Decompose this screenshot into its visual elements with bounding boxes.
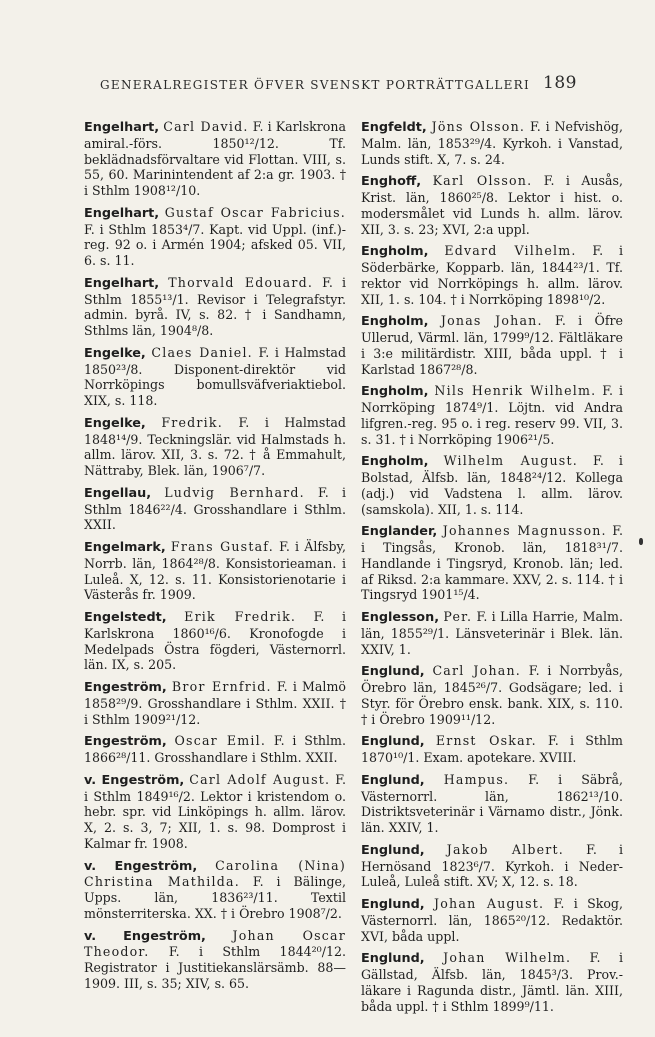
- running-header: [96, 74, 577, 96]
- entry-surname: v. Engeström,: [84, 928, 206, 944]
- left-column: [84, 119, 346, 998]
- entry-surname: Engholm,: [361, 384, 429, 400]
- entry-text: F. i Tingsås, Kronob. län, 1818³¹/7. Handlande i Tingsryd, Kronob. län; led. af Riksd. 2:a kammare. XXV, 2. s. 114. † i Tingsryd 1901¹⁵/4.: [361, 523, 623, 603]
- entry-surname: Englesson,: [361, 610, 440, 625]
- entry-given-names: Ernst Oskar.: [435, 733, 537, 749]
- entry-surname: Engelhart,: [84, 120, 160, 135]
- entry-surname: v. Engeström,: [84, 858, 198, 874]
- entry-text: F. i Söderbärke, Kopparb. län, 1844²³/1. Tf. rektor vid Norrköpings h. allm. lärov. XII, 1. s. 104. † i Norrköping 1898¹⁰/2.: [361, 243, 623, 307]
- register-entry: [84, 539, 346, 603]
- entry-surname: Engeström,: [84, 734, 167, 750]
- entry-given-names: Jonas Johan.: [440, 313, 543, 329]
- register-entry: [84, 485, 346, 533]
- entry-given-names: Johan Wilhelm.: [443, 950, 572, 966]
- entry-surname: Engfeldt,: [361, 120, 427, 135]
- entry-text: F. i Norrköping 1874⁹/1. Löjtn. vid Andra lifgren.-reg. 95 o. i reg. reserv 99. VII, 3. s. 31. † i Norrköping 1906²¹/5.: [361, 383, 623, 447]
- entry-surname: Engelstedt,: [84, 610, 167, 625]
- entry-text: F. i Bälinge, Upps. län, 1836²³/11. Textil mönsterriterska. XX. † i Örebro 1908⁷/2.: [84, 874, 346, 921]
- entry-given-names: Carolina (Nina) Christina Mathilda.: [84, 857, 346, 890]
- entry-surname: Engelke,: [84, 415, 146, 431]
- entry-surname: Engelmark,: [84, 540, 166, 555]
- register-entry: [361, 313, 623, 377]
- entry-given-names: Frans Gustaf.: [170, 539, 274, 554]
- register-entry: [84, 928, 346, 992]
- entry-text: F. i Sthlm 1844²⁰/12. Registrator i Justitiekanslärsämb. 88—1909. III, s. 35; XIV, s. 65.: [84, 944, 346, 991]
- register-entry: [84, 609, 346, 673]
- register-entry: [84, 415, 346, 479]
- entry-surname: Englund,: [361, 951, 425, 967]
- entry-text: F. i Älfsby, Norrb. län, 1864²⁸/8. Konsistorieaman. i Luleå. X, 12. s. 11. Konsistorienotarie i Västerås fr. 1909.: [84, 539, 346, 603]
- entry-text: F. i Halmstad 1848¹⁴/9. Teckningslär. vid Halmstads h. allm. lärov. XII, 3. s. 72. † å Emmahult, Nättraby, Blek. län, 1906⁷/7.: [84, 414, 346, 478]
- entry-surname: Engellau,: [84, 485, 152, 501]
- entry-given-names: Carl Adolf August.: [189, 771, 331, 787]
- entry-surname: Englund,: [361, 842, 425, 858]
- register-entry: [84, 345, 346, 409]
- entry-surname: Englander,: [361, 524, 438, 540]
- register-entry: [361, 842, 623, 890]
- entry-text: F. i Öfre Ullerud, Värml. län, 1799⁹/12. Fältläkare i 3:e militärdistr. XIII, båda uppl. † i Karlstad 1867²⁸/8.: [361, 313, 623, 377]
- entry-text: F. i Sthlm 1855¹³/1. Revisor i Telegrafstyr. admin. byrå. IV, s. 82. † i Sandhamn, Sthlms län, 1904⁸/8.: [84, 274, 346, 338]
- register-entry: [84, 679, 346, 727]
- ink-speck: [639, 538, 643, 545]
- entry-given-names: Karl Olsson.: [432, 173, 533, 189]
- entry-text: F. i Karlskrona amiral.-förs. 1850¹²/12. Tf. beklädnadsförvaltare vid Flottan. VIII, s. 55, 60. Marinintendent af 2:a gr. 1903. † i Sthlm 1908¹²/10.: [84, 119, 347, 198]
- entry-given-names: Jakob Albert.: [446, 841, 564, 857]
- register-entry: [84, 205, 346, 269]
- entry-given-names: Fredrik.: [161, 414, 223, 430]
- entry-text: F. i Malmö 1858²⁹/9. Grosshandlare i Sthlm. XXII. † i Sthlm 1909²¹/12.: [84, 679, 346, 727]
- entry-text: F. i Karlskrona 1860¹⁶/6. Kronofogde i Medelpads Östra fögderi, Västernorrl. län. IX, s. 205.: [84, 609, 346, 673]
- register-entry: [361, 609, 623, 657]
- right-column: [361, 119, 623, 1020]
- entry-given-names: Jöns Olsson.: [431, 119, 526, 134]
- entry-surname: Englund,: [361, 664, 425, 680]
- entry-text: F. i Hernösand 1823⁶/7. Kyrkoh. i Neder-Luleå, Luleå stift. XV; X, 12. s. 18.: [361, 841, 623, 890]
- entry-text: F. i Lilla Harrie, Malm. län, 1855²⁹/1. Länsveterinär i Blek. län. XXIV, 1.: [361, 609, 623, 657]
- register-entry: [84, 119, 346, 199]
- entry-given-names: Oscar Emil.: [174, 733, 267, 749]
- register-entry: [361, 896, 623, 944]
- running-title: GENERALREGISTER ÖFVER SVENSKT PORTRÄTTGALLERI: [100, 78, 531, 92]
- entry-given-names: Johannes Magnusson.: [442, 523, 607, 539]
- page-number: 189: [543, 73, 577, 93]
- register-entry: [361, 663, 623, 727]
- entry-surname: Engholm,: [361, 244, 429, 260]
- entry-given-names: Claes Daniel.: [151, 344, 253, 360]
- entry-given-names: Erik Fredrik.: [184, 609, 297, 624]
- entry-text: F. i Gällstad, Älfsb. län, 1845³/3. Prov.-läkare i Ragunda distr., Jämtl. län. XIII, båda uppl. † i Sthlm 1899⁹/11.: [361, 950, 623, 1014]
- entry-given-names: Bror Ernfrid.: [171, 679, 272, 694]
- entry-text: F. i Bolstad, Älfsb. län, 1848²⁴/12. Kollega (adj.) vid Vadstena l. allm. lärov. (samskola). XII, 1. s. 114.: [361, 453, 623, 517]
- entry-text: F. i Sthlm 1846²²/4. Grosshandlare i Sthlm. XXII.: [84, 484, 346, 533]
- entry-given-names: Johan Oscar Theodor.: [84, 927, 346, 960]
- register-entry: [361, 950, 623, 1014]
- entry-given-names: Johan August.: [434, 896, 545, 911]
- entry-surname: Engelhart,: [84, 275, 160, 291]
- register-entry: [361, 733, 623, 766]
- entry-surname: Enghoff,: [361, 174, 422, 190]
- entry-surname: Englund,: [361, 734, 425, 750]
- entry-surname: Englund,: [361, 772, 425, 788]
- register-entry: [361, 383, 623, 447]
- entry-given-names: Nils Henrik Wilhelm.: [434, 383, 597, 399]
- register-entry: [361, 453, 623, 517]
- entry-surname: Engholm,: [361, 454, 429, 470]
- entry-given-names: Ludvig Bernhard.: [164, 484, 305, 500]
- entry-given-names: Carl Johan.: [432, 663, 521, 679]
- entry-given-names: Carl David.: [163, 119, 249, 134]
- entry-surname: Engholm,: [361, 314, 429, 330]
- register-entry: [84, 733, 346, 766]
- entry-given-names: Gustaf Oscar Fabricius.: [164, 204, 346, 220]
- register-entry: [361, 772, 623, 836]
- entry-text: F. i Nefvishög, Malm. län, 1853²⁹/4. Kyrkoh. i Vanstad, Lunds stift. X, 7. s. 24.: [361, 119, 623, 167]
- entry-surname: Engelhart,: [84, 205, 160, 221]
- entry-text: F. i Skog, Västernorrl. län, 1865²⁰/12. Redaktör. XVI, båda uppl.: [361, 896, 623, 944]
- register-entry: [84, 772, 346, 852]
- entry-text: F. i Säbrå, Västernorrl. län, 1862¹³/10. Distriktsveterinär i Värnamo distr., Jönk. län. XXIV, 1.: [361, 771, 623, 835]
- entry-surname: v. Engeström,: [84, 772, 185, 788]
- entry-given-names: Hampus.: [443, 771, 510, 787]
- register-entry: [361, 119, 623, 167]
- entry-given-names: Per.: [443, 609, 473, 624]
- entry-text: F. i Halmstad 1850²³/8. Disponent-direktör vid Norrköpings bomullsväfveriaktiebol. XIX, s. 118.: [84, 344, 347, 408]
- entry-text: F. i Sthlm 1849¹⁶/2. Lektor i kristendom o. hebr. spr. vid Linköpings h. allm. lärov. X, 2. s. 3, 7; XII, 1. s. 98. Domprost i Kalmar fr. 1908.: [84, 771, 346, 851]
- entry-surname: Engelke,: [84, 345, 146, 361]
- entry-text: F. i Norrbyås, Örebro län, 1845²⁶/7. Godsägare; led. i Styr. för Örebro ensk. bank. XIX, s. 110. † i Örebro 1909¹¹/12.: [361, 663, 623, 727]
- register-entry: [361, 173, 623, 237]
- entry-text: F. i Ausås, Krist. län, 1860²⁵/8. Lektor i hist. o. modersmålet vid Lunds h. allm. lärov. XII, 3. s. 23; XVI, 2:a uppl.: [361, 173, 623, 237]
- entry-text: F. i Sthlm 1870¹⁰/1. Exam. apotekare. XVIII.: [361, 733, 623, 765]
- entry-surname: Englund,: [361, 897, 425, 912]
- entry-given-names: Wilhelm August.: [443, 453, 578, 469]
- entry-given-names: Thorvald Edouard.: [168, 274, 314, 290]
- register-entry: [361, 243, 623, 307]
- entry-text: F. i Sthlm 1853⁴/7. Kapt. vid Uppl. (inf.)-reg. 92 o. i Armén 1904; afsked 05. VII, 6. s. 11.: [84, 221, 346, 268]
- entry-surname: Engeström,: [84, 680, 167, 695]
- register-entry: [361, 523, 623, 603]
- entry-given-names: Edvard Vilhelm.: [444, 243, 577, 259]
- register-entry: [84, 275, 346, 339]
- entry-text: F. i Sthlm. 1866²⁸/11. Grosshandlare i Sthlm. XXII.: [84, 733, 346, 765]
- register-entry: [84, 858, 346, 922]
